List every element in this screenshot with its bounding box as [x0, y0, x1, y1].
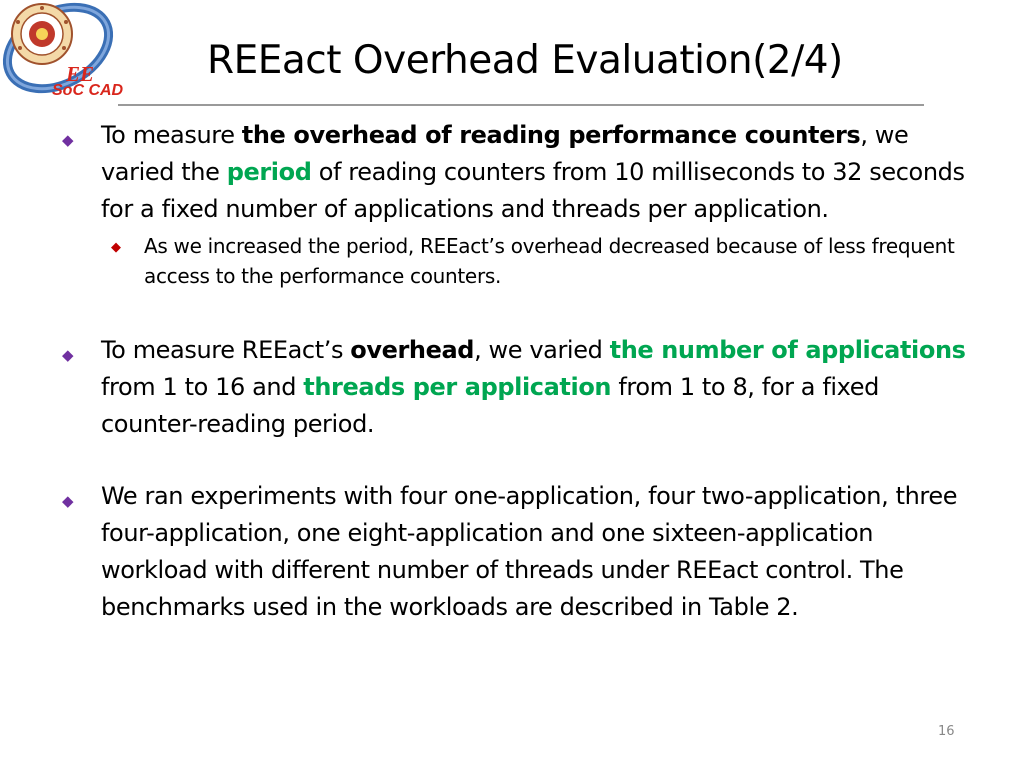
bullet-reading-counters: [62, 117, 967, 228]
diamond-bullet-icon: ◆: [62, 131, 74, 149]
slide-title: REEact Overhead Evaluation(2/4): [207, 38, 843, 83]
logo-soc-cad-text: SoC CAD: [52, 82, 124, 99]
bullet-text: of reading counters from 10 milliseconds to 32 seconds for a fixed number of applications and threads per application.: [101, 158, 965, 223]
diamond-bullet-icon: ◆: [62, 346, 74, 364]
diamond-bullet-icon: ◆: [62, 492, 74, 510]
title-divider: [118, 104, 924, 106]
bullet-highlight: threads per application: [303, 373, 612, 401]
bullet-text: from 1 to 8, for a fixed counter-reading period.: [101, 373, 879, 438]
bullet-text: To measure REEact’s: [101, 336, 351, 364]
logo-ee-text: EE: [66, 62, 95, 86]
bullet-text: , we varied the: [101, 121, 909, 186]
diamond-bullet-icon: ◆: [111, 240, 121, 255]
bullet-emphasis: overhead: [350, 336, 475, 364]
slide-content: [62, 117, 967, 626]
bullet-highlight: period: [226, 158, 312, 186]
bullet-reeact-overhead: [62, 332, 967, 443]
bullet-text: , we varied: [474, 336, 610, 364]
bullet-experiments: [62, 478, 967, 626]
soc-cad-logo: [0, 0, 125, 115]
bullet-text: To measure: [101, 121, 242, 149]
bullet-highlight: the number of applications: [609, 336, 966, 364]
bullet-emphasis: the overhead of reading performance counters: [241, 121, 861, 149]
bullet-text: We ran experiments with four one-application, four two-application, three four-application, one eight-application and one sixteen-application workload with different number of threads under REEact control. The benchmarks used in the workloads are described in Table 2.: [101, 482, 958, 621]
page-number: 16: [938, 724, 955, 739]
sub-bullet-text: As we increased the period, REEact’s overhead decreased because of less frequent access to the performance counters.: [144, 234, 955, 288]
bullet-text: from 1 to 16 and: [101, 373, 304, 401]
sub-bullet-period-effect: [107, 231, 967, 291]
